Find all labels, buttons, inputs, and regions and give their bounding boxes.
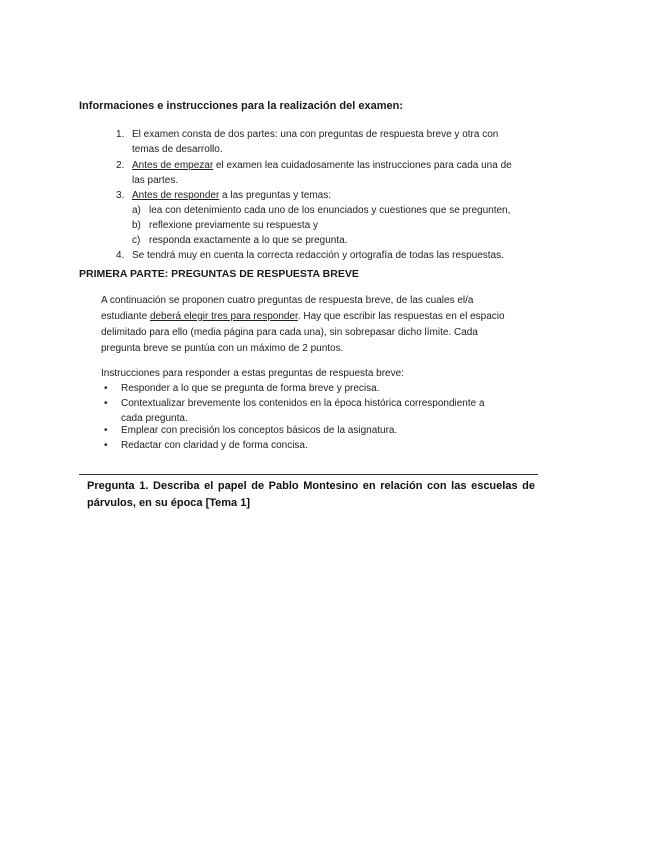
instruction-item-2-cont: las partes. [132,175,179,186]
bullet-marker: • [104,440,108,451]
underlined-phrase: Antes de responder [132,190,220,201]
instruction-item-3 [132,188,331,203]
bullet-list-heading: Instrucciones para responder a estas preguntas de respuesta breve: [101,368,404,379]
bullet-item-3: Emplear con precisión los conceptos básicos de la asignatura. [121,425,398,436]
bullet-marker: • [104,383,108,394]
intro-paragraph-line [101,309,505,325]
question-1: Pregunta 1. Describa el papel de Pablo Montesino en relación con las escuelas de párvulos, en su época [Tema 1] [87,480,535,509]
intro-paragraph-line: pregunta breve se puntúa con un máximo de 2 puntos. [101,343,344,354]
item-number: 4. [116,250,125,261]
sub-item-a: lea con detenimiento cada uno de los enunciados y cuestiones que se pregunten, [149,205,511,216]
item-number: 1. [116,129,125,140]
sub-item-c: responda exactamente a lo que se pregunta. [149,235,348,246]
bullet-item-1: Responder a lo que se pregunta de forma breve y precisa. [121,383,380,394]
bullet-item-2: Contextualizar brevemente los contenidos en la época histórica correspondiente a [121,398,485,409]
intro-text: . Hay que escribir las respuestas en el espacio [297,311,505,322]
sub-item-marker: b) [132,220,141,231]
sub-item-marker: a) [132,205,141,216]
sub-item-marker: c) [132,235,141,246]
intro-text: estudiante [101,311,150,322]
instruction-item-1-cont: temas de desarrollo. [132,144,223,155]
intro-paragraph-line: A continuación se proponen cuatro preguntas de respuesta breve, de las cuales el/a [101,295,474,306]
item-number: 2. [116,160,125,171]
bullet-item-2-cont: cada pregunta. [121,413,188,424]
instruction-item-4: Se tendrá muy en cuenta la correcta redacción y ortografía de todas las respuestas. [132,250,504,261]
underlined-phrase: Antes de empezar [132,160,214,171]
instruction-text: a las preguntas y temas: [219,190,332,201]
sub-item-b: reflexione previamente su respuesta y [149,220,318,231]
item-number: 3. [116,190,125,201]
bullet-item-4: Redactar con claridad y de forma concisa. [121,440,308,451]
divider [79,474,538,475]
instruction-item-1: El examen consta de dos partes: una con preguntas de respuesta breve y otra con [132,129,499,140]
underlined-phrase: deberá elegir tres para responder [149,311,298,322]
instruction-text: el examen lea cuidadosamente las instrucciones para cada una de [213,160,512,171]
instruction-item-2 [132,158,512,173]
instructions-title: Informaciones e instrucciones para la realización del examen: [79,100,404,112]
bullet-marker: • [104,425,108,436]
section-heading: PRIMERA PARTE: PREGUNTAS DE RESPUESTA BREVE [79,268,359,280]
bullet-marker: • [104,398,108,409]
intro-paragraph-line: delimitado para ello (media página para cada una), sin sobrepasar dicho límite. Cada [101,327,478,338]
